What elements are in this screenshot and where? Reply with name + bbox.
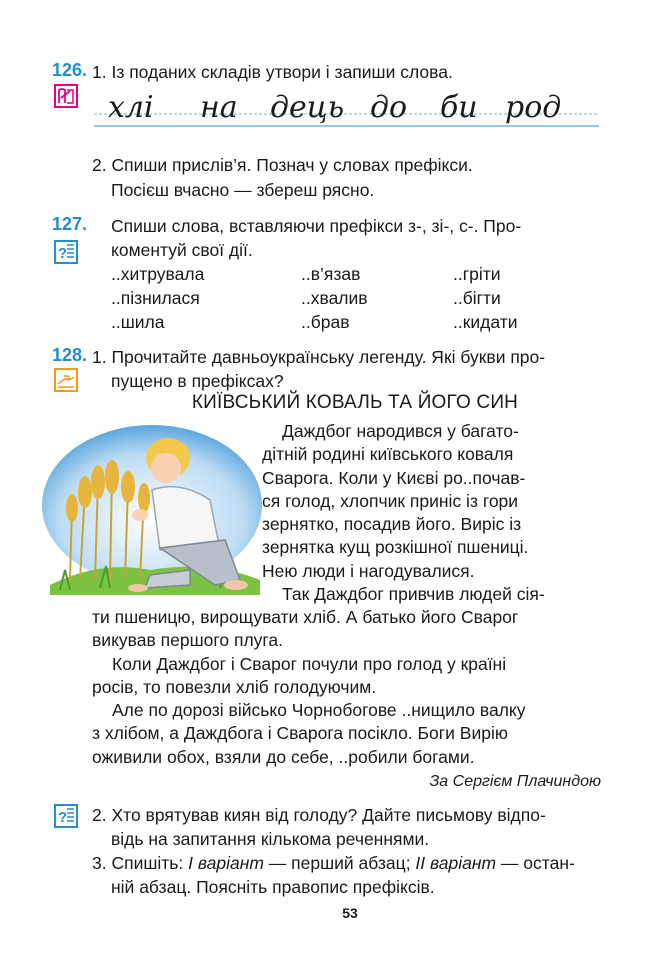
task-text: ній абзац. Поясніть правопис префіксів. <box>111 877 435 897</box>
story-line: Даждбог народився у багато- <box>282 421 519 441</box>
svg-text:?: ? <box>58 809 68 826</box>
word-item: ..пізнилася <box>111 288 200 308</box>
syllable: до <box>370 90 408 125</box>
svg-text:?: ? <box>58 245 68 262</box>
story-line: Так Даждбог привчив людей сія- <box>282 584 545 605</box>
exercise-number: 127. <box>52 214 88 234</box>
variant-label: І варіант <box>188 853 264 873</box>
task-part: — остан- <box>496 853 575 873</box>
task-text: 1. Із поданих складів утвори і запиши слова. <box>92 62 453 82</box>
syllable: дець <box>270 90 345 125</box>
syllable: би <box>440 90 478 125</box>
story-line: оживили обох, взяли до себе, ..робили богами. <box>92 746 475 767</box>
word-item: ..хвалив <box>301 288 368 308</box>
exercise-number: 126. <box>52 60 88 80</box>
task-text: 2. Хто врятував киян від голоду? Дайте письмову відпо- <box>92 805 546 825</box>
variant-label: ІІ варіант <box>415 853 497 873</box>
word-item: ..гріти <box>453 264 501 284</box>
book-question-icon <box>54 804 78 828</box>
task-part: — перший абзац; <box>263 853 416 873</box>
syllable: род <box>505 90 562 125</box>
task-text: пущено в префіксах? <box>111 371 284 391</box>
story-line: зернятка кущ розкішної пшениці. <box>262 537 529 558</box>
book-question-icon <box>54 240 78 264</box>
task-text: відь на запитання кількома реченнями. <box>111 829 430 849</box>
syllable: на <box>200 90 238 125</box>
word-item: ..брав <box>301 312 350 332</box>
task-text: Спиши слова, вставляючи префікси з-, зі-, с-. Про- <box>111 216 522 236</box>
envelope-hand-icon <box>54 368 78 392</box>
word-item: ..хитрувала <box>111 264 205 284</box>
story-line: ти пшеницю, вирощувати хліб. А батько його Сварог <box>92 607 519 627</box>
story-line: ся голод, хлопчик приніс із гори <box>262 490 519 511</box>
task-part: 3. Спишіть: <box>92 853 189 873</box>
author-credit: За Сергієм Плачиндою <box>429 773 601 790</box>
syllable: хлі <box>108 90 154 125</box>
exercise-number: 128. <box>52 345 88 365</box>
task-text: 2. Спиши прислів’я. Познач у словах префікси. <box>92 155 473 175</box>
story-line: викував першого плуга. <box>92 630 284 651</box>
story-line: Нею люди і нагодувалися. <box>262 560 475 581</box>
story-line: дітній родині київського коваля <box>262 444 514 465</box>
story-full-width <box>92 606 601 769</box>
task-text <box>92 851 601 875</box>
illustration-boy-wheat <box>40 420 265 595</box>
writing-icon <box>54 84 78 108</box>
task-text: 1. Прочитайте давньоукраїнську легенду. Які букви про- <box>92 347 546 367</box>
word-item: ..кидати <box>453 312 518 332</box>
word-item: ..в’язав <box>301 264 361 284</box>
story-line: Але по дорозі військо Чорнобогове ..нищило валку <box>112 700 526 721</box>
page-number: 53 <box>342 905 358 921</box>
task-text: коментуй свої дії. <box>111 240 253 260</box>
word-item: ..шила <box>111 312 165 332</box>
story-column <box>262 420 601 606</box>
proverb: Посієш вчасно — збереш рясно. <box>111 180 375 200</box>
story-line: росів, то повезли хліб голодуючим. <box>92 676 377 697</box>
story-line: зернятко, посадив його. Виріс із <box>262 514 522 535</box>
word-item: ..бігти <box>453 288 501 308</box>
legend-title: КИЇВСЬКИЙ КОВАЛЬ ТА ЙОГО СИН <box>191 392 519 413</box>
word-list <box>111 262 573 334</box>
story-line: Коли Даждбог і Сварог почули про голод у країні <box>112 653 507 674</box>
story-line: Сварога. Коли у Києві ро..почав- <box>262 467 526 488</box>
story-line: з хлібом, а Даждбога і Сварога посікло. Боги Вирію <box>92 723 508 744</box>
